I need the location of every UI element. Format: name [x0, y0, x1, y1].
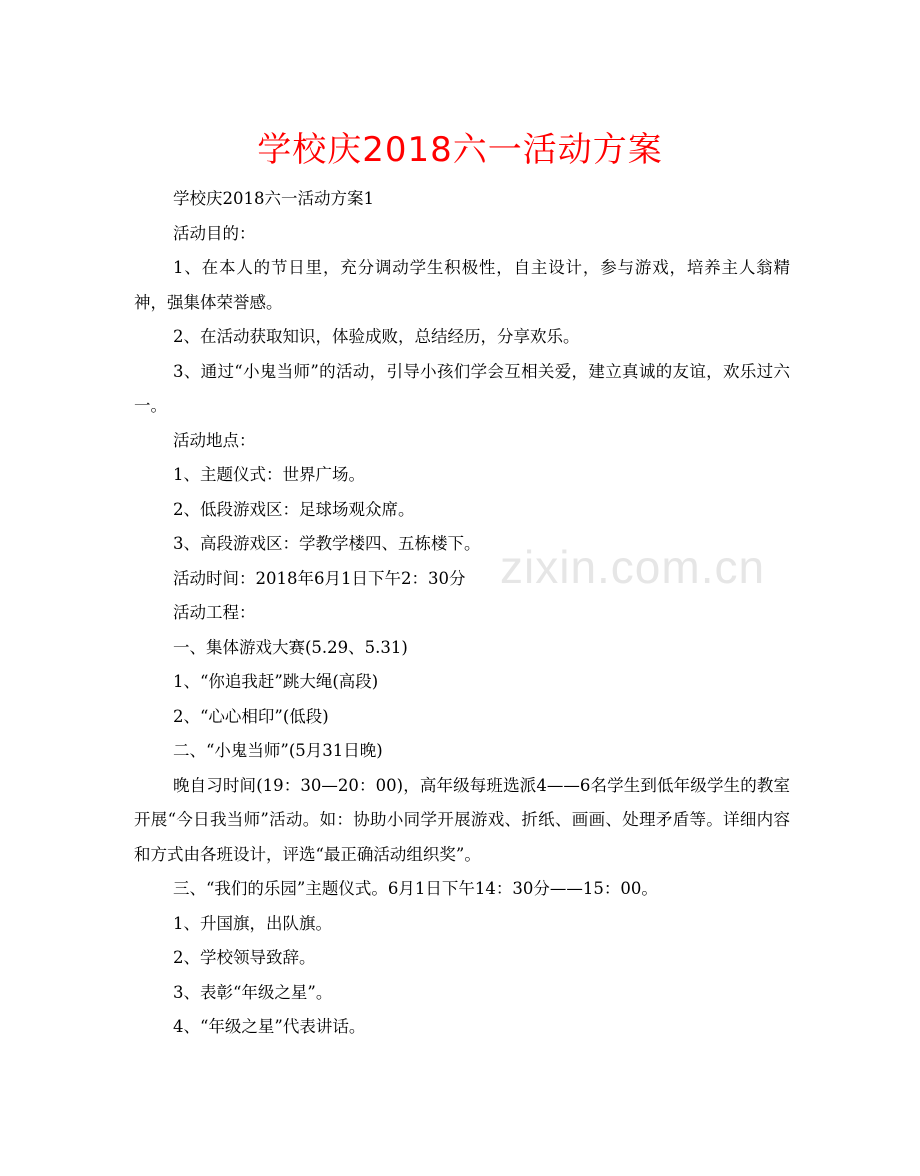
paragraph: 2、在活动获取知识，体验成败，总结经历，分享欢乐。 — [173, 327, 580, 346]
paragraph: 1、升国旗，出队旗。 — [173, 913, 332, 933]
paragraph: 2、低段游戏区：足球场观众席。 — [173, 499, 415, 519]
paragraph: 活动地点： — [173, 430, 256, 450]
watermark: zixin.com.cn — [500, 541, 766, 593]
paragraph: 1、主题仪式：世界广场。 — [173, 465, 365, 484]
paragraph: 学校庆2018六一活动方案1 — [173, 189, 374, 208]
paragraph: 三、“我们的乐园”主题仪式。6月1日下午14：30分——15：00。 — [173, 879, 658, 898]
paragraph: 活动时间：2018年6月1日下午2：30分 — [173, 568, 466, 588]
paragraph: 1、在本人的节日里，充分调动学生积极性，自主设计，参与游戏，培养主人翁精神，强集体荣誉感。 — [134, 258, 790, 312]
paragraph: 3、表彰“年级之星”。 — [173, 982, 333, 1002]
paragraph: 晚自习时间(19：30—20：00)，高年级每班选派4——6名学生到低年级学生的教室开展“今日我当师”活动。如：协助小同学开展游戏、折纸、画画、处理矛盾等。详细内容和方式由各班设计，评选“最正确活动组织奖”。 — [134, 775, 790, 864]
paragraph: 活动工程： — [173, 603, 256, 622]
paragraph: 一、集体游戏大赛(5.29、5.31) — [173, 637, 408, 657]
paragraph: 3、通过“小鬼当师”的活动，引导小孩们学会互相关爱，建立真诚的友谊，欢乐过六一。 — [134, 361, 790, 415]
paragraph: 2、“心心相印”(低段) — [173, 706, 329, 726]
paragraph: 1、“你追我赶”跳大绳(高段) — [173, 672, 379, 691]
document-title: 学校庆2018六一活动方案 — [257, 130, 663, 170]
paragraph: 3、高段游戏区：学教学楼四、五栋楼下。 — [173, 534, 481, 553]
paragraph: 二、“小鬼当师”(5月31日晚) — [173, 741, 383, 760]
document-body — [134, 182, 790, 1045]
paragraph: 活动目的： — [173, 223, 256, 243]
paragraph: 2、学校领导致辞。 — [173, 948, 316, 967]
paragraph: 4、“年级之星”代表讲话。 — [173, 1017, 366, 1036]
